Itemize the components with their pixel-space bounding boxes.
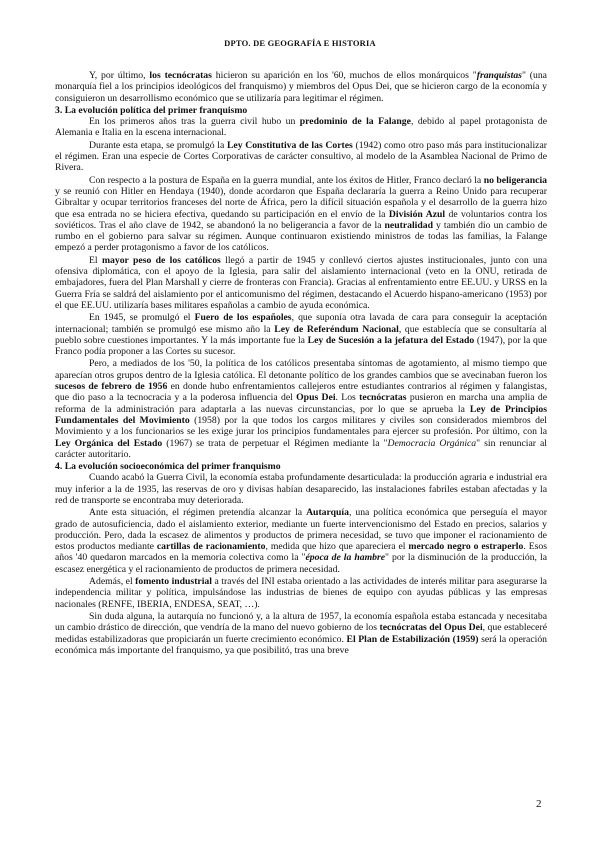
text: El [89,254,102,266]
bold-text: Autarquía [306,507,349,519]
document-body [55,70,547,657]
text: Ante esta situación, el régimen pretendía alcanzar la [89,507,307,519]
bold-text: División Azul [388,208,446,220]
text: , una política económica que perseguía el mayor grado de autosuficiencia, dado el aislamiento exterior, mediante un fuerte intervencionismo del Estado en precios, salarios y producción. Pero, dada la escasez de alimentos y productos de primera necesidad, se tuvo que imponer el racionamiento de estos productos mediante [55,507,547,553]
text: , que estableceré medidas estabilizadoras que propiciarán un fuerte crecimiento económico. [55,622,547,645]
bold-text: Ley de Sucesión a la jefatura del Estado [307,334,475,346]
text: Con respecto a la postura de España en la guerra mundial, ante los éxitos de Hitler, Franco declaró la [89,174,484,186]
text: , que suponía otra lavada de cara para conseguir la aceptación internacional; también se promulgó ese mismo año la [55,312,548,335]
text: llegó a partir de 1945 y conllevó ciertos ajustes institucionales, junto con una ofensiva diplomática, con el apoyo de la Iglesia, para salir del aislamiento internacional (veto en la ONU, retirada de embajadores, fuera del Plan Marshall y cierre de fronteras con Francia). Gracias al enfrentamiento entre EE.UU. y URSS en la Guerra Fría se saldrá del aislamiento por el anticomunismo del régimen, destacando el Acuerdo hispano-americano (1953) por el que EE.UU. utilizaría bases militares españolas a cambio de ayuda económica. [55,254,548,311]
italic-text: Democracia Orgánica [387,437,477,449]
paragraph-fomento-industrial [55,576,547,610]
text: pusieron en marcha una amplia de reforma de la administración para adaptarla a las nuevas circunstancias, por lo que se aprueba la [55,392,547,415]
bold-text: Ley de Referéndum Nacional [274,323,399,335]
bold-text: tecnócratas del Opus Dei [379,622,483,634]
text: (1958) por la que todos los cargos militares y civiles son considerados miembros del Movimiento y a los funcionarios se les exige jurar los principios fundamentales para ejercer su profesión. Por último, con la [55,414,547,438]
bold-text: mercado negro o estraperlo [408,541,524,553]
text: será la operación económica más importante del franquismo, ya que posibilitó, tras una breve [55,633,548,656]
bold-text: mayor peso de los católicos [101,254,221,266]
text: de voluntarios contra los soviéticos. Tras el año clave de 1942, se abandonó la no beligerancia a favor de la [55,208,547,231]
bold-text: no beligerancia [483,174,548,186]
bold-text: sucesos de febrero de 1956 [55,381,168,393]
text: En los primeros años tras la guerra civil hubo un [89,116,300,128]
text: " (una monarquía fiel a los principios ideológicos del franquismo) y miembros del Opus Dei, que se hicieron cargo de la economía y consiguieron un desarrollismo económico que se utilizaría para legitimar el régimen. [55,70,547,104]
bold-text: Opus Dei [296,392,336,404]
page-header: DPTO. DE GEOGRAFÍA E HISTORIA [224,38,376,48]
text: , que establecía que se consultaría al pueblo sobre cuestiones importantes. Y la más importante fue la [55,323,547,346]
bold-text: Fuero de los españoles [194,312,292,324]
bold-text: El Plan de Estabilización (1959) [346,633,479,645]
paragraph-plan-estabilizacion [55,611,547,656]
text: Pero, a mediados de los '50, la política de los católicos presentaba síntomas de agotamiento, al mismo tiempo que aparecían otros grupos dentro de la Iglesia católica. El detonante político de los grandes cambios que se avecinaban fueron los [55,358,547,381]
bold-text: neutralidad [384,219,433,231]
paragraph-guerra-mundial [55,175,547,254]
paragraph-cortes [55,140,547,174]
section-heading-4: 4. La evolución socioeconómica del primer franquismo [55,461,281,473]
bold-italic-text: franquistas [476,70,522,81]
bold-text: fomento industrial [135,576,212,588]
text: y también dio un cambio de rumbo en el gobierno para salvar su régimen. Aunque continuaron existiendo ministros de todas las familias, la Falange empezó a perder protagonismo a favor de los católicos. [55,219,547,254]
bold-text: predominio de la Falange [299,116,411,128]
text: . Esos años '40 quedaron marcados en la memoria colectiva como la " [55,541,547,564]
text: " sin renunciar al carácter autoritario. [55,437,547,460]
paragraph-guerra-civil-economia: Cuando acabó la Guerra Civil, la economía estaba profundamente desarticulada: la producción agraria e industrial era muy inferior a la de 1935, las reservas de oro y divisas habían desaparecido, las instalaciones fabriles estaban afectadas y la red de transporte se encontraba muy deteriorada. [55,472,547,506]
text: (1942) como otro paso más para institucionalizar el régimen. Eran una especie de Cortes Corporativas de carácter consultivo, al modelo de la Asamblea Nacional de Primo de Rivera. [55,139,547,174]
text: . Los [335,392,360,404]
bold-text: los tecnócratas [149,70,212,81]
paragraph-autarquia [55,507,547,575]
text: En 1945, se promulgó el [89,312,195,324]
text: Durante esta etapa, se promulgó la [89,139,227,151]
paragraph-tecnocratas [55,70,547,104]
text: Y, por último, [89,70,150,81]
text: en donde hubo enfrentamientos callejeros entre estudiantes contrarios al régimen y falangistas, que dio paso a la tecnocracia y a la poderosa influencia del [55,381,547,404]
text: Sin duda alguna, la autarquía no funcionó y, a la altura de 1957, la economía española estaba estancada y necesitaba un cambio drástico de dirección, que vendría de la mano del nuevo gobierno de los [55,610,547,634]
bold-italic-text: época de la hambre [305,552,386,564]
text: , medida que hizo que apareciera el [265,541,409,553]
paragraph-agotamiento [55,358,547,460]
text: Además, el [89,576,136,588]
section-heading-3: 3. La evolución política del primer franquismo [55,104,248,116]
text: a través del INI estaba orientado a las actividades de interés militar para asegurarse la independencia militar y política, impulsándose las industrias de bienes de equipo con ayudas públicas y las empresas nacionales (RENFE, IBERIA, ENDESA, SEAT, …). [55,576,547,610]
text: hicieron su aparición en los '60, muchos de ellos monárquicos " [211,70,477,81]
text: " por la disminución de la producción, la escasez energética y el racionamiento de productos de primera necesidad. [55,552,547,575]
text: (1967) se trata de perpetuar el Régimen mediante la " [162,437,388,449]
text: , debido al papel protagonista de Alemania e Italia en la escena internacional. [55,116,547,139]
bold-text: Ley Orgánica del Estado [55,437,163,449]
paragraph-fuero [55,312,547,357]
bold-text: Ley de Principios Fundamentales del Movimiento [55,403,547,426]
paragraph-falange [55,116,547,139]
bold-text: tecnócratas [359,392,407,404]
bold-text: cartillas de racionamiento [156,541,266,553]
page-number: 2 [536,798,542,810]
bold-text: Ley Constitutiva de las Cortes [226,139,353,151]
paragraph-catolicos [55,255,547,311]
text: (1947), por la que Franco podía proponer a las Cortes su sucesor. [55,334,547,358]
text: y se reunió con Hitler en Hendaya (1940), donde acordaron que España declararía la guerra a Reino Unido para recuperar Gibraltar y ocupar territorios franceses del norte de África, pero la difícil situación española y el desarrollo de la guerra hizo que esa entrada no se hiciera efectiva, quedando su participación en el envío de la [55,185,547,220]
